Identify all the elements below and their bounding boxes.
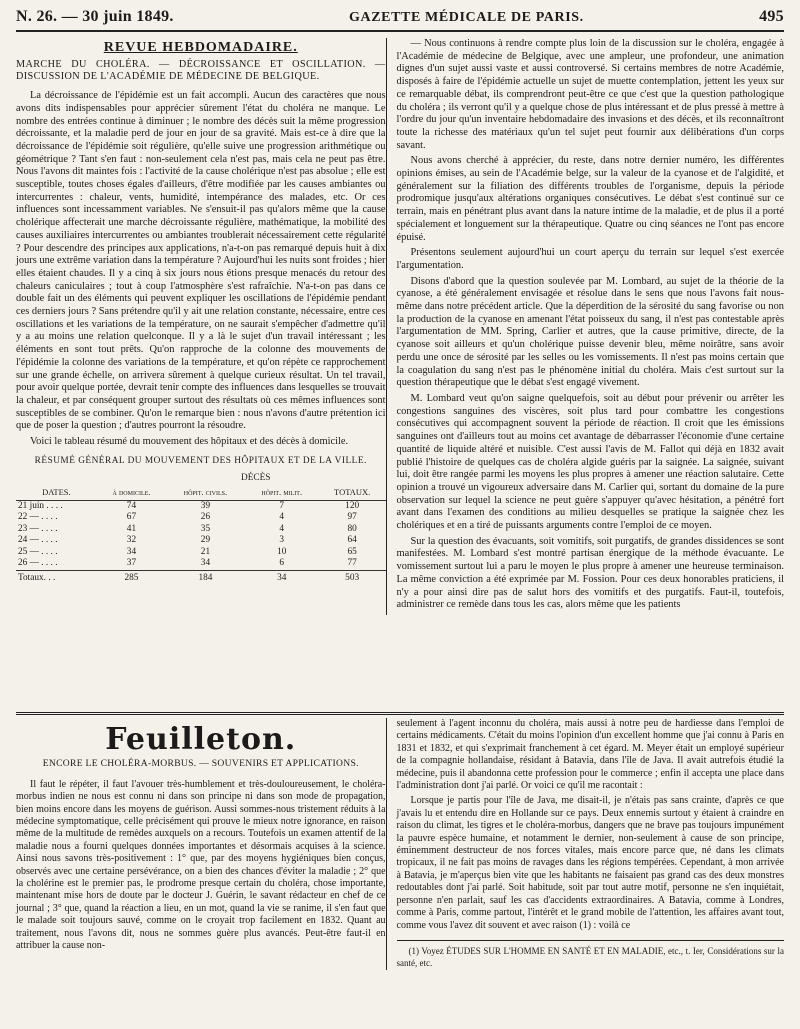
section-subtitle: MARCHE DU CHOLÉRA. — DÉCROISSANCE ET OSCILLATION. — DISCUSSION DE L'ACADÉMIE DE MÉDECINE DE BELGIQUE. [16,58,386,83]
table-cell: 37 [126,558,137,569]
feuilleton-left-column [16,718,386,970]
table-cell: 503 [319,570,386,584]
table-cell: 67 [126,512,137,523]
paragraph: La décroissance de l'épidémie est un fait accompli. Aucun des caractères que nous avons dits indispensables pour apprécier sûrement l'état du choléra ne manque. Le nombre des entrées continue à diminuer ; le nombre des décès suit la même progression décroissante, et la maladie perd de jour en jour de sa gravité. Mais est-ce à dire que la décroissance de l'épidémie soit régulière, qu'elle suive une progression arithmétique ou géométrique ? Tant s'en faut : non-seulement cela n'est pas, mais cela ne peut pas être. Nous l'avons dit maintes fois : l'activité de la cause cholérique n'est pas absolue ; elle est susceptible, toutes choses égales d'ailleurs, d'être modifiée par les causes ambiantes ou intercurrentes : chaleur, vents, humidité, intempérance des malades, etc. Or ces influences sont incessamment variables. Ne s'ensuit-il pas qu'alors même que la cause cholérique affecterait une marche décroissante régulière, mathématique, la mobilité des causes auxiliaires intercurrentes ou ambiantes troublerait nécessairement cette régularité ? Pour descendre des principes aux applications, n'a-t-on pas remarqué depuis huit à dix jours une extrême variation dans la température ? Aujourd'hui les nuits sont froides ; hier elles étaient chaudes. Il y a cinq à six jours nous étions presque menacés du retour des chaleurs caniculaires ; tout à coup l'atmosphère s'est rafraîchie. N'a-t-on pas dans ce double fait un des éléments qui peuvent expliquer les oscillations de l'épidémie pendant ces derniers jours ? Sans prétendre qu'il y ait une relation constante, nécessaire, entre ces oscillations et les variations de la température, on ne saurait s'empêcher d'admettre qu'il y a au moins une relation quelconque. Il y a là le sujet d'un travail intéressant ; les éléments en sont tout prêts. Qu'on rapproche de la colonne des mouvements de l'épidémie la colonne des variations de la température, et qu'on répète ce rapprochement sur une grande échelle, on arrivera sûrement à quelque curieux résultat. Un tel travail, pour avoir quelque portée, devrait tenir compte des influences dans lesquelles se trouvait la chaleur, et par conséquent grouper surtout des résultats où ces mêmes influences sont susceptibles de se combiner. Qu'on le remarque bien : nous n'avons d'autre prétention ici que de poser la question ; d'autres pourront la résoudre. [16,90,386,432]
table-cell: Totaux. . . [16,570,97,584]
table-cell: 35 [200,523,211,534]
feuilleton-title: Feuilleton. [105,722,297,757]
table-cell: 21 [200,546,211,557]
table-row [16,500,386,512]
table-cell: 25 — . . . . [18,546,58,557]
table-cell: 34 [126,546,137,557]
table-cell: 6 [279,558,285,569]
table-row [16,524,386,536]
journal-title: GAZETTE MÉDICALE DE PARIS. [349,10,584,25]
paragraph: Sur la question des évacuants, soit vomitifs, soit purgatifs, de grandes dissidences se sont manifestées. M. Lombard s'est montré partisan énergique de la méthode évacuante. Le vomissement surtout lui a paru le moyen le plus propre à amener une heureuse terminaison. La même conviction a été exprimée par M. Fossion. Pour ces deux honorables praticiens, il n'y a pour ainsi dire pas de salut hors des vomitifs et des purgatifs. Faut-il, toutefois, administrer ce remède dans tous les cas, alors même que les patients [396,535,784,611]
table-row [16,512,386,524]
table-total-row [16,570,386,584]
table-cell: 97 [347,512,357,523]
table-row [16,547,386,559]
column-header: hôpit. milit. [245,485,319,500]
feuilleton-section [16,718,784,970]
feuilleton-right-column [386,718,784,970]
table-row [16,558,386,570]
column-header: DATES. [16,485,97,500]
table-cell: 32 [126,535,137,546]
paragraph: Il faut le répéter, il faut l'avouer très-humblement et très-douloureusement, le choléra-morbus indien ne nous est connu ni dans son principe ni dans son mode de propagation, bien moins encore dans les moyens de guérison. Aussi sommes-nous tristement réduits à la médecine symptomatique, celle précisément qui prouve le mieux notre ignorance, en raison même de la multitude de remèdes auxquels on a recours. Toutefois un examen attentif de la maladie nous a fourni quelques données importantes et désormais acquises à la science. Ainsi nous savons très-positivement : 1° que, par des moyens hygiéniques bien conçus, observés avec une certaine persévérance, on a bien des chances d'éviter la maladie ; 2° que la cholérine est le premier pas, le prodrome presque certain du choléra, chose importante, maintenant mise hors de doute par le docteur J. Guérin, le savant rédacteur en chef de ce journal ; 3° que, quand la réaction a lieu, en un mot, quand la vie se ranime, il s'en faut que le malade soit toujours sauvé, comme on le croyait trop facilement en 1832. Quant au traitement, nous l'avons dit, nous ne sommes guère plus avancés. Peut-être faut-il en attribuer la cause non- [16,778,386,952]
column-header: hôpit. civils. [166,485,245,500]
table-cell: 26 [200,512,211,523]
table-cell: 77 [347,558,357,569]
table-grid [16,485,386,584]
table-cell: 7 [279,500,285,511]
table-cell: 22 — . . . . [18,512,58,523]
feuilleton-divider [16,712,784,715]
paragraph: Voici le tableau résumé du mouvement des hôpitaux et des décès à domicile. [30,436,349,448]
table-cell: 74 [126,500,137,511]
paragraph: Présentons seulement aujourd'hui un court aperçu du terrain sur lequel s'est exercée l'argumentation. [396,247,784,271]
paragraph: Disons d'abord que la question soulevée par M. Lombard, au sujet de la théorie de la cyanose, a été généralement envisagée et résolue dans le sens que nous l'avons fait nous-même dans notre précédent article. Que la déperdition de la sérosité du sang favorise ou non la production de la cyanose en amenant l'état poisseux du sang, il n'est pas contestable après l'argumentation de MM. Spring, Carlier et autres, que la cause primitive, directe, de la cyanose soit ailleurs et qu'un cholérique puisse devenir bleu, même noirâtre, sans avoir perdu une once de sérosité par les selles ou les vomissements. Il n'est pas moins certain que la coagulation du sang n'est pas le phénomène initial du choléra. Mais c'est surtout sur la question thérapeutique que le débat s'est engagé vivement. [396,275,784,389]
issue-date: N. 26. — 30 juin 1849. [16,8,174,25]
table-cell: 120 [345,500,360,511]
left-column [16,38,386,615]
table-cell: 3 [279,535,285,546]
table-cell: 80 [347,523,357,534]
upper-columns [16,38,784,615]
table-cell: 34 [200,558,211,569]
table-cell: 184 [166,570,245,584]
table-cell: 4 [279,512,285,523]
table-row [16,535,386,547]
table-cell: 4 [279,523,285,534]
column-header: TOTAUX. [319,485,386,500]
footnote: (1) Voyez ÉTUDES SUR L'HOMME EN SANTÉ ET EN MALADIE, etc., t. Ier, Considérations sur la santé, etc. [397,940,784,970]
right-column [386,38,784,615]
paragraph: — Nous continuons à rendre compte plus loin de la discussion sur le choléra, engagée à l'Académie de médecine de Belgique, avec une ampleur, une profondeur, une animation dignes d'un sujet aussi vaste et aussi controversé. Si certains membres de notre Académie, disposés à faire de l'épidémie actuelle un sujet de muette contemplation, jettent les yeux sur ce remarquable débat, ils comprendront peut-être ce que c'est que la question pathologique du choléra ; ils verront qu'il y a quelque chose de plus intéressant et de plus pressé à mettre à l'ordre du jour qu'un inventaire hebdomadaire des invasions et des décès, et ils reconnaîtront toute la richesse des matériaux qu'un tel sujet peut fournir aux délibérations d'un corps savant. [396,38,784,151]
page-header [16,8,784,32]
paragraph: Lorsque je partis pour l'île de Java, me disait-il, je n'étais pas sans crainte, d'après ce que j'avais lu et entendu dire en Hollande sur ce pays. Deux ennemis surtout y étaient à craindre en raison du climat, les tigres et le choléra-morbus, dangers que ne brave pas toujours impunément la pauvre espèce humaine, et notamment le dernier, non-seulement à cause de son principe, éminemment destructeur de nos forces vitales, mais encore parce que, né dans les climats tropicaux, il ne fait pas moins de ravages dans les régions tempérées. Cependant, à mon arrivée à Batavia, je m'aperçus bien vite que les habitants ne faisaient pas grand cas des deux monstres redoutables dont j'ai parlé. Soit habitude, soit par tout autre motif, personne ne s'en inquiétait, personne n'en parlait, sauf les cas d'accidents extraordinaires. A Batavia, comme à Londres, comme à Paris, comme partout, l'intérêt et le grand mobile de l'attention, les affaires avant tout, comme vous l'avez dit souvent et avec raison (1) : voilà ce [396,795,784,931]
table-group-header: DÉCÈS [241,472,271,483]
table-header-row [16,485,386,500]
table-cell: 10 [277,546,287,557]
page-number: 495 [759,8,784,25]
mortality-table [16,455,386,585]
table-cell: 26 — . . . . [18,558,58,569]
section-title: REVUE HEBDOMADAIRE. [103,40,298,55]
column-header: à domicile. [97,485,166,500]
feuilleton-subtitle: ENCORE LE CHOLÉRA-MORBUS. — SOUVENIRS ET APPLICATIONS. [42,758,359,770]
paragraph: M. Lombard veut qu'on saigne quelquefois, soit au début pour prévenir ou arrêter les congestions sanguines des viscères, soit plus tard pour combattre les congestions consécutives qui accompagnent souvent la période de réaction. Il croit que les émissions sanguines ont d'ailleurs tout au moins cet avantage de débarrasser l'économie d'une certaine quantité de liquide altéré et nuisible. C'est aussi l'avis de M. Fallot qui déjà en 1832 avait publié l'histoire de quelques cas de choléra algide guéris par la saignée. La saignée, suivant lui, doit être rangée parmi les moyens les plus propres à amener une réaction salutaire. Cette opinion a trouvé un vigoureux adversaire dans M. Carlier qui, sortant du domaine de la pure observation sur lequel la science ne peut guère s'appuyer qu'avec hésitation, a pénétré fort avant dans l'examen des conditions au milieu desquelles se pratique la saignée chez les cholériques et en a tiré de puissants arguments contre l'emploi de ce moyen. [396,392,784,532]
table-title: RÉSUMÉ GÉNÉRAL DU MOUVEMENT DES HÔPITAUX ET DE LA VILLE. [34,455,367,466]
table-cell: 41 [126,523,137,534]
table-cell: 64 [347,535,357,546]
table-cell: 21 juin . . . . [18,500,63,511]
table-cell: 34 [245,570,319,584]
table-cell: 39 [200,500,211,511]
table-cell: 285 [97,570,166,584]
table-cell: 23 — . . . . [18,523,58,534]
table-cell: 24 — . . . . [18,535,58,546]
table-cell: 29 [200,535,211,546]
paragraph: Nous avons cherché à apprécier, du reste, dans notre dernier numéro, les différentes opinions émises, au sein de l'Académie belge, sur la valeur de la cyanose et de l'algidité, et généralement sur la filiation des différents troubles de l'organisme, depuis la période prodromique jusqu'aux altérations organiques consécutives. Le débat s'est continué sur ce terrain, mais en pénétrant plus avant dans la nature intime de la maladie, et de plus il a porté spécialement et longuement sur la thérapeutique. Quatre ou cinq séances ne l'ont pas encore épuisé. [396,155,784,243]
paragraph: seulement à l'agent inconnu du choléra, mais aussi à notre peu de hardiesse dans l'emploi de certains médicaments. C'était du moins l'opinion d'un excellent homme que j'ai connu à Paris en 1831 et 1832, et qui s'exprimait franchement à cet égard. M. Meyer était un employé supérieur de la compagnie hollandaise, résidant à Batavia, dans l'île de Java. Il avait autrefois étudié la médecine, puis il abandonna cette profession pour le commerce ; enfin il accepta une place dans l'administration dont j'ai parlé. Or voici ce qu'il me racontait : [396,718,784,792]
table-cell: 65 [347,546,357,557]
